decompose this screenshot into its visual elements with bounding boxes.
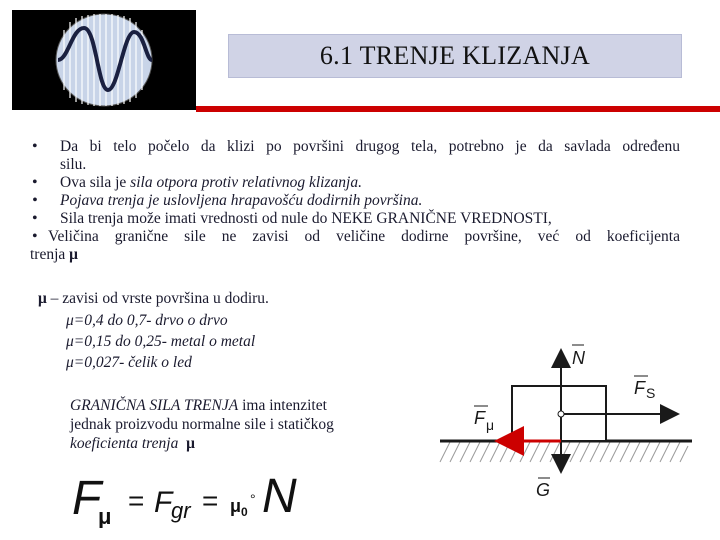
formula-gr-sub: gr [171, 498, 191, 523]
bullet-5-line2: trenja [30, 246, 70, 263]
example-text: μ=0,4 do 0,7- drvo o drvo [66, 312, 228, 329]
bullet-list [30, 138, 680, 264]
label-Fmu-sub: μ [486, 417, 495, 433]
logo [12, 10, 196, 110]
formula-equals-1: = [128, 485, 145, 516]
label-Fs: F [634, 378, 645, 398]
force-diagram [430, 338, 700, 513]
bullet-5-mu: μ [69, 246, 78, 263]
label-G: G [536, 480, 551, 500]
bullet-1-cont [30, 156, 680, 174]
formula-Fgr: F [154, 486, 173, 519]
formula-mu-sub: μ [98, 504, 112, 528]
bullet-2 [30, 174, 680, 192]
example-text: μ=0,027- čelik o led [66, 354, 192, 371]
block-center-point [558, 411, 564, 417]
bullet-5 [30, 228, 680, 246]
limit-force-paragraph [70, 396, 390, 453]
bullet-1 [30, 138, 680, 156]
formula-dot: ° [250, 491, 256, 507]
ground-hatching [440, 442, 688, 462]
bullet-1-line2: silu. [60, 156, 87, 173]
label-Fmu: F [474, 408, 485, 428]
mu-description [38, 290, 269, 308]
formula-equals-2: = [202, 485, 219, 516]
bullet-5-cont [30, 246, 680, 264]
slide-title-text: 6.1 TRENJE KLIZANJA [319, 41, 591, 70]
bullet-4 [30, 210, 680, 228]
limit-force-mu: μ [186, 435, 195, 452]
bullet-2-italic: sila otpora protiv relativnog klizanja. [130, 174, 362, 191]
mu-description-text: – zavisi od vrste površina u dodiru. [46, 290, 269, 307]
slide-title [228, 34, 682, 78]
example-ice [66, 354, 192, 372]
limit-force-line1 [70, 396, 390, 415]
limit-force-line2: jednak proizvodu normalne sile i statičkog [70, 416, 334, 433]
label-N: N [572, 348, 585, 368]
bullet-3-text: Pojava trenja je uslovljena hrapavošću dodirnih površina. [60, 192, 423, 209]
friction-formula [72, 466, 332, 526]
example-text: μ=0,15 do 0,25- metal o metal [66, 333, 256, 350]
bullet-5-line1: Veličina granične sile ne zavisi od veličine dodirne površine, već od koeficijenta [48, 228, 680, 245]
limit-force-term: GRANIČNA SILA TRENJA [70, 397, 239, 414]
bullet-2-prefix: Ova sila je [60, 174, 131, 191]
bullet-3 [30, 192, 680, 210]
formula-mu0-sub: 0 [241, 505, 248, 519]
bullet-4-text: Sila trenja može imati vrednosti od nule do NEKE GRANIČNE VREDNOSTI, [60, 210, 552, 227]
limit-force-line3 [70, 434, 390, 453]
bullet-1-line1: Da bi telo počelo da klizi po površini drugog tela, potrebno je da savlada određenu [60, 138, 680, 155]
mu-symbol: μ [38, 290, 47, 307]
example-metal [66, 333, 255, 351]
limit-force-coef: koeficienta trenja [70, 435, 179, 452]
example-wood [66, 312, 228, 330]
label-Fs-sub: S [646, 385, 656, 401]
formula-N: N [262, 470, 297, 523]
sine-wave-oscilloscope-icon [12, 10, 196, 110]
header-divider [196, 106, 720, 112]
formula-mu0: μ [230, 496, 242, 516]
formula-F: F [72, 472, 102, 525]
limit-force-rest: ima intenzitet [238, 397, 327, 414]
